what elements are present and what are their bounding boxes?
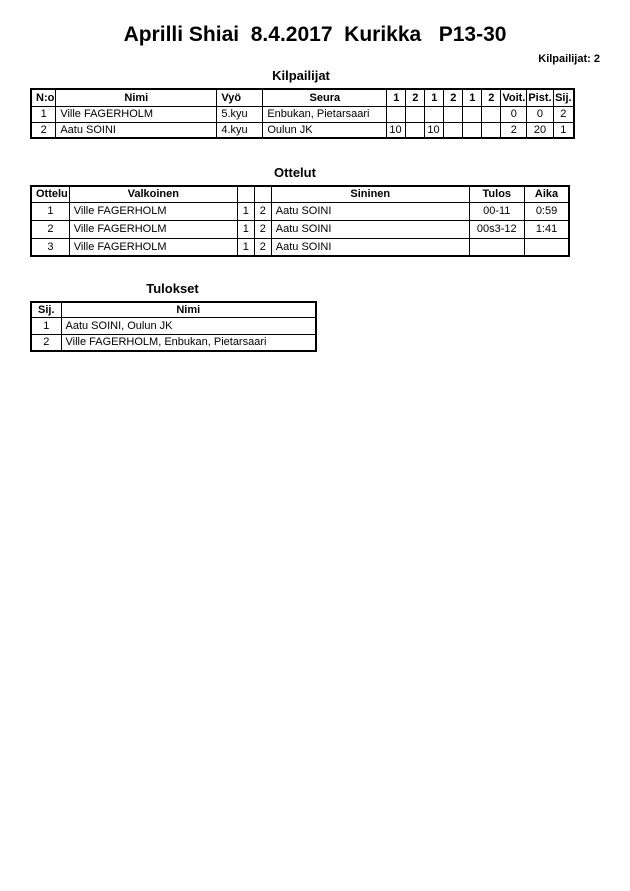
col-header-sij: Sij. xyxy=(553,89,574,106)
col-header-score-5: 1 xyxy=(463,89,482,106)
col-header-tulos: Tulos xyxy=(469,186,524,202)
cell-tulos: 00-11 xyxy=(469,202,524,220)
cell-score xyxy=(406,122,425,138)
cell-tulos: 00s3-12 xyxy=(469,220,524,238)
col-header-pist: Pist. xyxy=(527,89,553,106)
cell-sij: 1 xyxy=(31,317,61,334)
cell-match-no: 1 xyxy=(31,202,69,220)
col-header-aika: Aika xyxy=(524,186,569,202)
ottelut-header-row xyxy=(31,186,569,202)
cell-sininen: Aatu SOINI xyxy=(271,220,469,238)
col-header-sininen: Sininen xyxy=(271,186,469,202)
cell-score xyxy=(406,106,425,122)
cell-sij: 2 xyxy=(553,106,574,122)
cell-valkoinen: Ville FAGERHOLM xyxy=(69,202,237,220)
cell-no: 1 xyxy=(31,106,56,122)
page-title: Aprilli Shiai 8.4.2017 Kurikka P13-30 xyxy=(123,23,507,46)
table-row xyxy=(31,317,316,334)
cell-aika: 1:41 xyxy=(524,220,569,238)
cell-score xyxy=(444,106,463,122)
cell-seura: Enbukan, Pietarsaari xyxy=(263,106,387,122)
col-header-score-4: 2 xyxy=(444,89,463,106)
tulokset-header-row xyxy=(31,302,316,317)
table-row xyxy=(31,122,574,138)
col-header-valkoinen: Valkoinen xyxy=(69,186,237,202)
cell-sininen: Aatu SOINI xyxy=(271,202,469,220)
cell-score xyxy=(463,106,482,122)
tulokset-table xyxy=(30,301,317,352)
cell-vyo: 5.kyu xyxy=(217,106,263,122)
kilpailijat-header-row xyxy=(31,89,574,106)
cell-voit: 2 xyxy=(501,122,527,138)
table-row xyxy=(31,334,316,351)
cell-vyo: 4.kyu xyxy=(217,122,263,138)
cell-score xyxy=(482,122,501,138)
cell-sij: 2 xyxy=(31,334,61,351)
table-row xyxy=(31,202,569,220)
cell-no: 2 xyxy=(31,122,56,138)
cell-white-num: 1 xyxy=(237,238,254,256)
cell-blue-num: 2 xyxy=(254,238,271,256)
cell-valkoinen: Ville FAGERHOLM xyxy=(69,238,237,256)
cell-pist: 0 xyxy=(527,106,553,122)
col-header-seura: Seura xyxy=(263,89,387,106)
cell-blue-num: 2 xyxy=(254,202,271,220)
cell-aika xyxy=(524,238,569,256)
cell-nimi: Aatu SOINI xyxy=(56,122,217,138)
cell-match-no: 3 xyxy=(31,238,69,256)
cell-white-num: 1 xyxy=(237,220,254,238)
col-header-white-num xyxy=(237,186,254,202)
cell-sij: 1 xyxy=(553,122,574,138)
cell-score xyxy=(425,106,444,122)
competitor-count: Kilpailijat: 2 xyxy=(538,53,600,65)
cell-tulos xyxy=(469,238,524,256)
col-header-sij: Sij. xyxy=(31,302,61,317)
cell-white-num: 1 xyxy=(237,202,254,220)
col-header-score-6: 2 xyxy=(482,89,501,106)
col-header-nimi: Nimi xyxy=(56,89,217,106)
cell-nimi: Ville FAGERHOLM xyxy=(56,106,217,122)
cell-score xyxy=(444,122,463,138)
cell-blue-num: 2 xyxy=(254,220,271,238)
col-header-score-2: 2 xyxy=(406,89,425,106)
table-row xyxy=(31,220,569,238)
ottelut-heading: Ottelut xyxy=(274,165,316,180)
kilpailijat-table xyxy=(30,88,575,139)
col-header-vyo: Vyö xyxy=(217,89,263,106)
col-header-voit: Voit. xyxy=(501,89,527,106)
col-header-blue-num xyxy=(254,186,271,202)
cell-score: 10 xyxy=(425,122,444,138)
table-row xyxy=(31,106,574,122)
kilpailijat-heading: Kilpailijat xyxy=(272,68,330,83)
cell-nimi: Ville FAGERHOLM, Enbukan, Pietarsaari xyxy=(61,334,316,351)
cell-voit: 0 xyxy=(501,106,527,122)
cell-match-no: 2 xyxy=(31,220,69,238)
cell-score xyxy=(463,122,482,138)
col-header-score-3: 1 xyxy=(425,89,444,106)
col-header-ottelu: Ottelu xyxy=(31,186,69,202)
col-header-no: N:o xyxy=(31,89,56,106)
cell-score xyxy=(482,106,501,122)
cell-sininen: Aatu SOINI xyxy=(271,238,469,256)
table-row xyxy=(31,238,569,256)
ottelut-table xyxy=(30,185,570,257)
cell-seura: Oulun JK xyxy=(263,122,387,138)
cell-aika: 0:59 xyxy=(524,202,569,220)
cell-score xyxy=(387,106,406,122)
tulokset-heading: Tulokset xyxy=(146,281,199,296)
cell-score: 10 xyxy=(387,122,406,138)
cell-pist: 20 xyxy=(527,122,553,138)
cell-valkoinen: Ville FAGERHOLM xyxy=(69,220,237,238)
col-header-nimi: Nimi xyxy=(61,302,316,317)
cell-nimi: Aatu SOINI, Oulun JK xyxy=(61,317,316,334)
col-header-score-1: 1 xyxy=(387,89,406,106)
